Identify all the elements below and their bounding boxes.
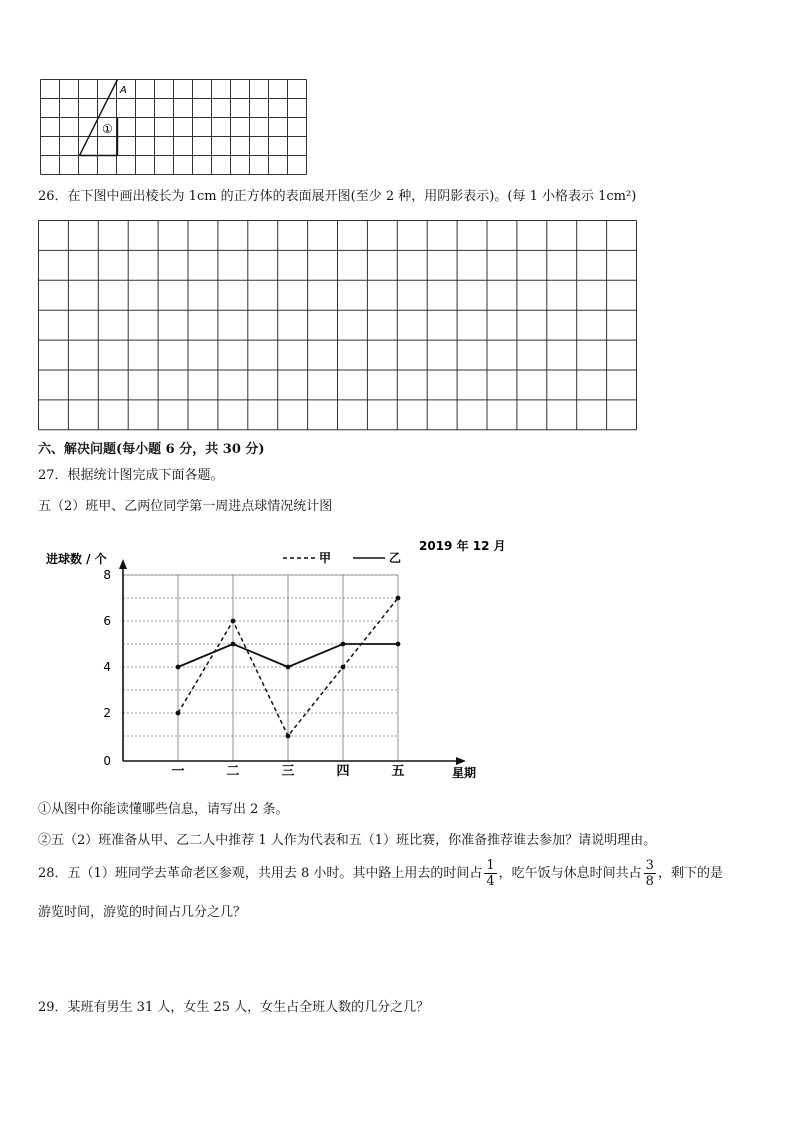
legend-label: 乙 — [389, 551, 402, 565]
question-26: 26．在下图中画出棱长为 1cm 的正方体的表面展开图(至少 2 种，用阴影表示)。(每 1 小格表示 1cm²) — [38, 189, 637, 204]
question-27: 27．根据统计图完成下面各题。 — [38, 468, 224, 483]
question-27-part-2: ②五（2）班准备从甲、乙二人中推荐 1 人作为代表和五（1）班比赛，你准备推荐谁去参加？请说明理由。 — [38, 833, 657, 848]
question-28-line-2: 游览时间，游览的时间占几分之几？ — [38, 905, 247, 920]
x-tick-label: 三 — [281, 764, 295, 779]
x-tick-label: 二 — [226, 764, 240, 779]
data-point — [231, 619, 236, 624]
data-point — [396, 596, 401, 601]
chart-caption: 五（2）班甲、乙两位同学第一周进点球情况统计图 — [38, 499, 333, 514]
y-tick-label: 8 — [103, 568, 111, 582]
question-28-text-2: ，吃午饭与休息时间共占 — [498, 866, 642, 881]
x-tick-label: 一 — [171, 764, 185, 779]
y-tick-label: 6 — [103, 614, 111, 628]
line-chart — [38, 530, 506, 785]
x-tick-label: 五 — [391, 764, 405, 779]
legend-label: 甲 — [319, 551, 332, 565]
x-axis-arrow — [456, 757, 466, 765]
data-point — [176, 711, 181, 716]
shape-label: ① — [102, 122, 113, 136]
question-28-text-1: 28．五（1）班同学去革命老区参观，共用去 8 小时。其中路上用去的时间占 — [38, 866, 483, 881]
question-27-part-1: ①从图中你能读懂哪些信息，请写出 2 条。 — [38, 802, 289, 817]
data-point — [176, 665, 181, 670]
y-tick-label: 4 — [103, 660, 111, 674]
data-point — [341, 642, 346, 647]
data-point — [231, 642, 236, 647]
y-axis-label: 进球数 / 个 — [46, 552, 107, 566]
y-tick-label: 0 — [103, 754, 111, 768]
section-6-title: 六、解决问题(每小题 6 分，共 30 分) — [38, 442, 265, 457]
drawing-grid[interactable] — [38, 220, 640, 430]
data-point — [286, 734, 291, 739]
question-28 — [38, 858, 723, 889]
top-grid — [40, 79, 308, 177]
fraction-one-quarter: $\frac{1}{4}$ — [486, 858, 495, 889]
question-29: 29．某班有男生 31 人，女生 25 人，女生占全班人数的几分之几？ — [38, 1000, 430, 1015]
question-28-text-3: ，剩下的是 — [657, 866, 723, 881]
x-axis-label: 星期 — [452, 766, 477, 780]
fraction-three-eighths: $\frac{3}{8}$ — [645, 858, 654, 889]
y-tick-label: 2 — [103, 706, 111, 720]
data-point — [286, 665, 291, 670]
y-axis-arrow — [119, 559, 127, 569]
point-label-a: A — [120, 85, 127, 96]
x-tick-label: 四 — [336, 764, 350, 779]
chart-date-note: 2019 年 12 月 — [419, 539, 506, 553]
data-point — [341, 665, 346, 670]
data-point — [396, 642, 401, 647]
